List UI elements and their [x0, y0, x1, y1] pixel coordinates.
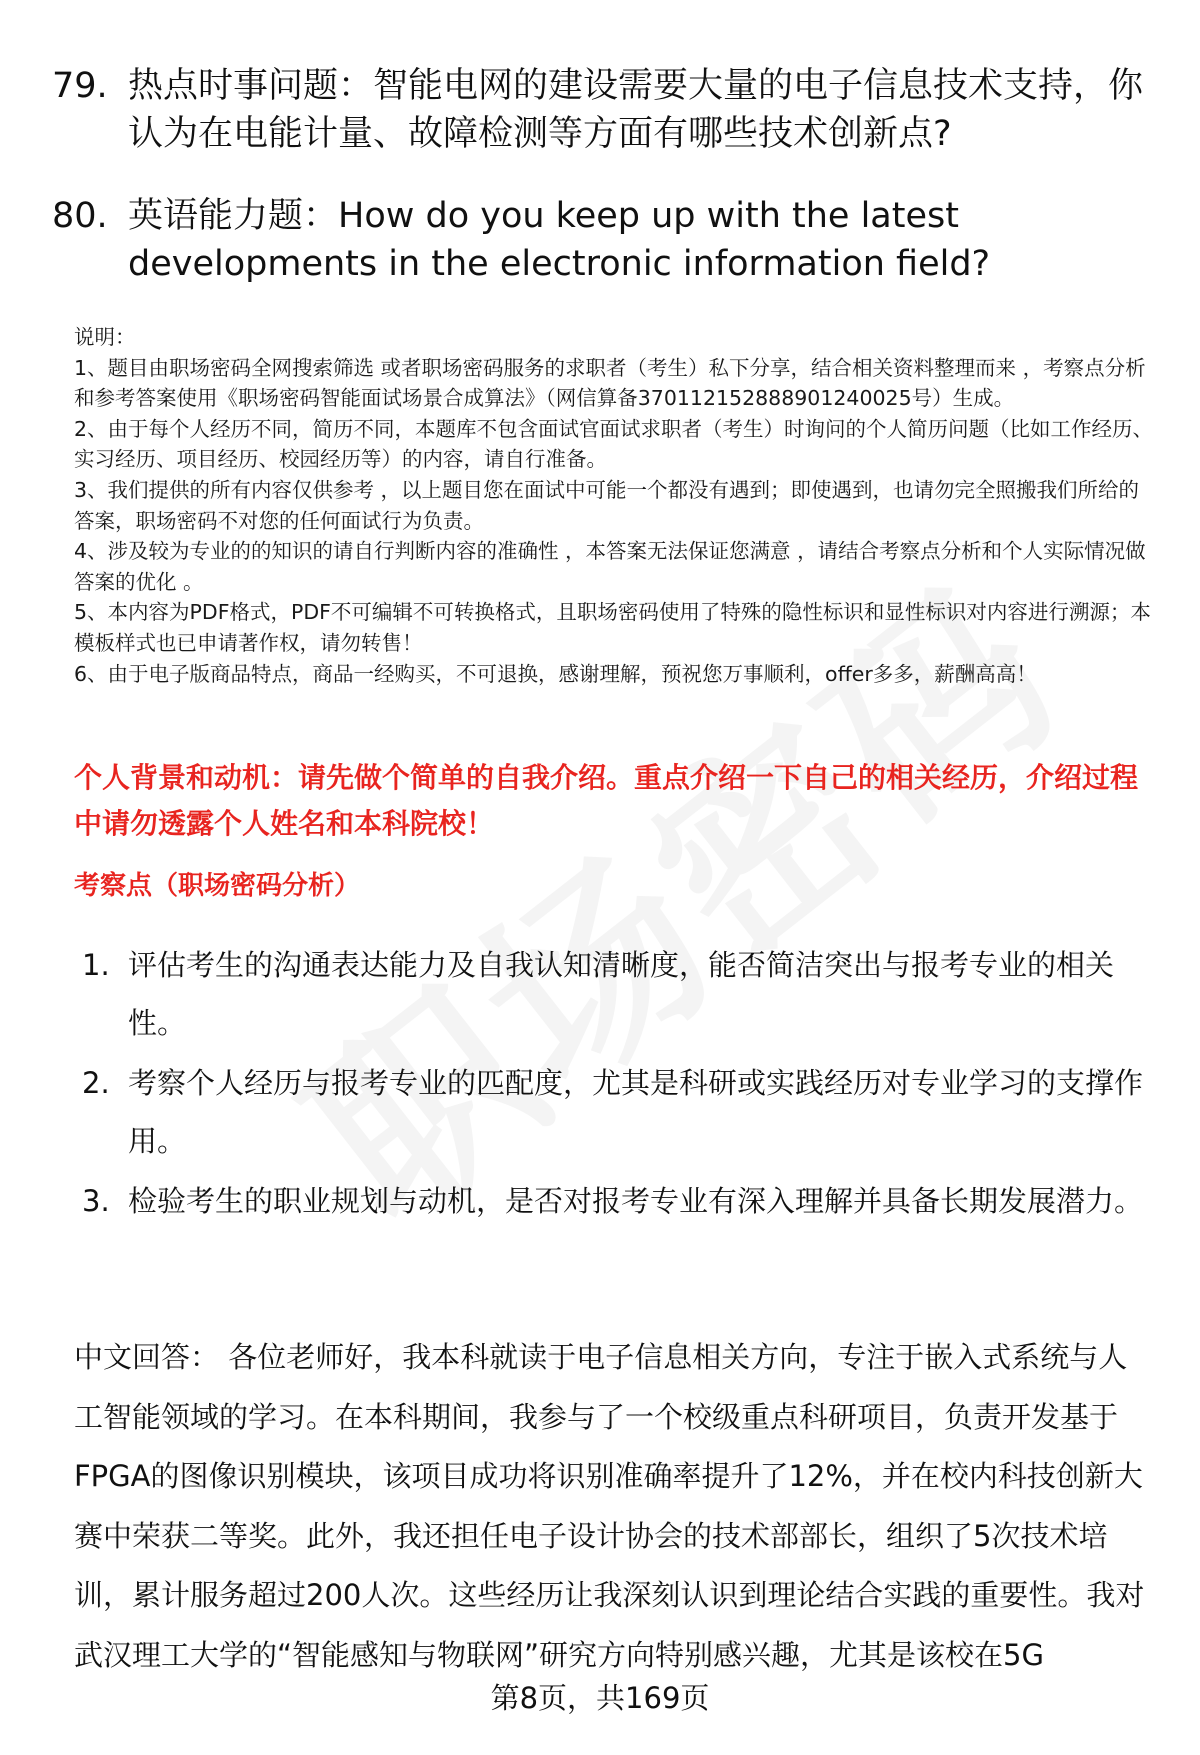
question-number: 80.	[52, 196, 108, 236]
disclaimer-notes	[74, 322, 1154, 689]
list-item	[82, 1054, 1152, 1170]
notes-heading: 说明：	[74, 325, 136, 349]
note-item: 5、本内容为PDF格式，PDF不可编辑不可转换格式，且职场密码使用了特殊的隐性标识和显性标识对内容进行溯源；本模板样式也已申请著作权，请勿转售！	[74, 600, 1151, 655]
chinese-answer: 中文回答： 各位老师好，我本科就读于电子信息相关方向，专注于嵌入式系统与人工智能领域的学习。在本科期间，我参与了一个校级重点科研项目，负责开发基于FPGA的图像识别模块，该项目成功将识别准确率提升了12%，并在校内科技创新大赛中荣获二等奖。此外，我还担任电子设计协会的技术部部长，组织了5次技术培训，累计服务超过200人次。这些经历让我深刻认识到理论结合实践的重要性。我对武汉理工大学的“智能感知与物联网”研究方向特别感兴趣，尤其是该校在5G	[74, 1340, 1145, 1672]
note-item: 2、由于每个人经历不同，简历不同，本题库不包含面试官面试求职者（考生）时询问的个人简历问题（比如工作经历、实习经历、项目经历、校园经历等）的内容，请自行准备。	[74, 416, 1154, 472]
question-text: 热点时事问题：智能电网的建设需要大量的电子信息技术支持，你认为在电能计量、故障检测等方面有哪些技术创新点?	[128, 66, 1144, 154]
list-item-text: 评估考生的沟通表达能力及自我认知清晰度，能否简洁突出与报考专业的相关性。	[128, 948, 1115, 1040]
list-item-text: 考察个人经历与报考专业的匹配度，尤其是科研或实践经历对专业学习的支撑作用。	[128, 1066, 1144, 1158]
list-item-number: 3.	[82, 1184, 110, 1218]
list-item-number: 2.	[82, 1066, 110, 1100]
analysis-points-list	[82, 936, 1152, 1232]
section-question-title: 个人背景和动机：请先做个简单的自我介绍。重点介绍一下自己的相关经历，介绍过程中请勿透露个人姓名和本科院校！	[74, 761, 1139, 840]
question-text: 英语能力题：How do you keep up with the latest developments in the electronic information field?	[128, 196, 991, 284]
question-80	[52, 192, 1152, 288]
note-item: 3、我们提供的所有内容仅供参考 ，以上题目您在面试中可能一个都没有遇到；即使遇到，也请勿完全照搬我们所给的答案，职场密码不对您的任何面试行为负责。	[74, 477, 1140, 533]
list-item-text: 检验考生的职业规划与动机，是否对报考专业有深入理解并具备长期发展潜力。	[128, 1184, 1144, 1218]
note-item: 6、由于电子版商品特点，商品一经购买，不可退换，感谢理解，预祝您万事顺利，offer多多，薪酬高高！	[74, 661, 1037, 686]
list-item-number: 1.	[82, 948, 110, 982]
question-79	[52, 62, 1152, 158]
page-footer: 第8页，共169页	[490, 1681, 710, 1715]
list-item	[82, 936, 1152, 1052]
note-item: 1、题目由职场密码全网搜索筛选 或者职场密码服务的求职者（考生）私下分享，结合相关资料整理而来 ，考察点分析和参考答案使用《职场密码智能面试场景合成算法》（网信算备370112152888901240025号）生成。	[74, 355, 1146, 411]
list-item	[82, 1172, 1152, 1230]
analysis-heading: 考察点（职场密码分析）	[74, 871, 361, 901]
note-item: 4、涉及较为专业的的知识的请自行判断内容的准确性 ，本答案无法保证您满意 ，请结合考察点分析和个人实际情况做答案的优化 。	[74, 539, 1146, 594]
question-number: 79.	[52, 66, 108, 106]
